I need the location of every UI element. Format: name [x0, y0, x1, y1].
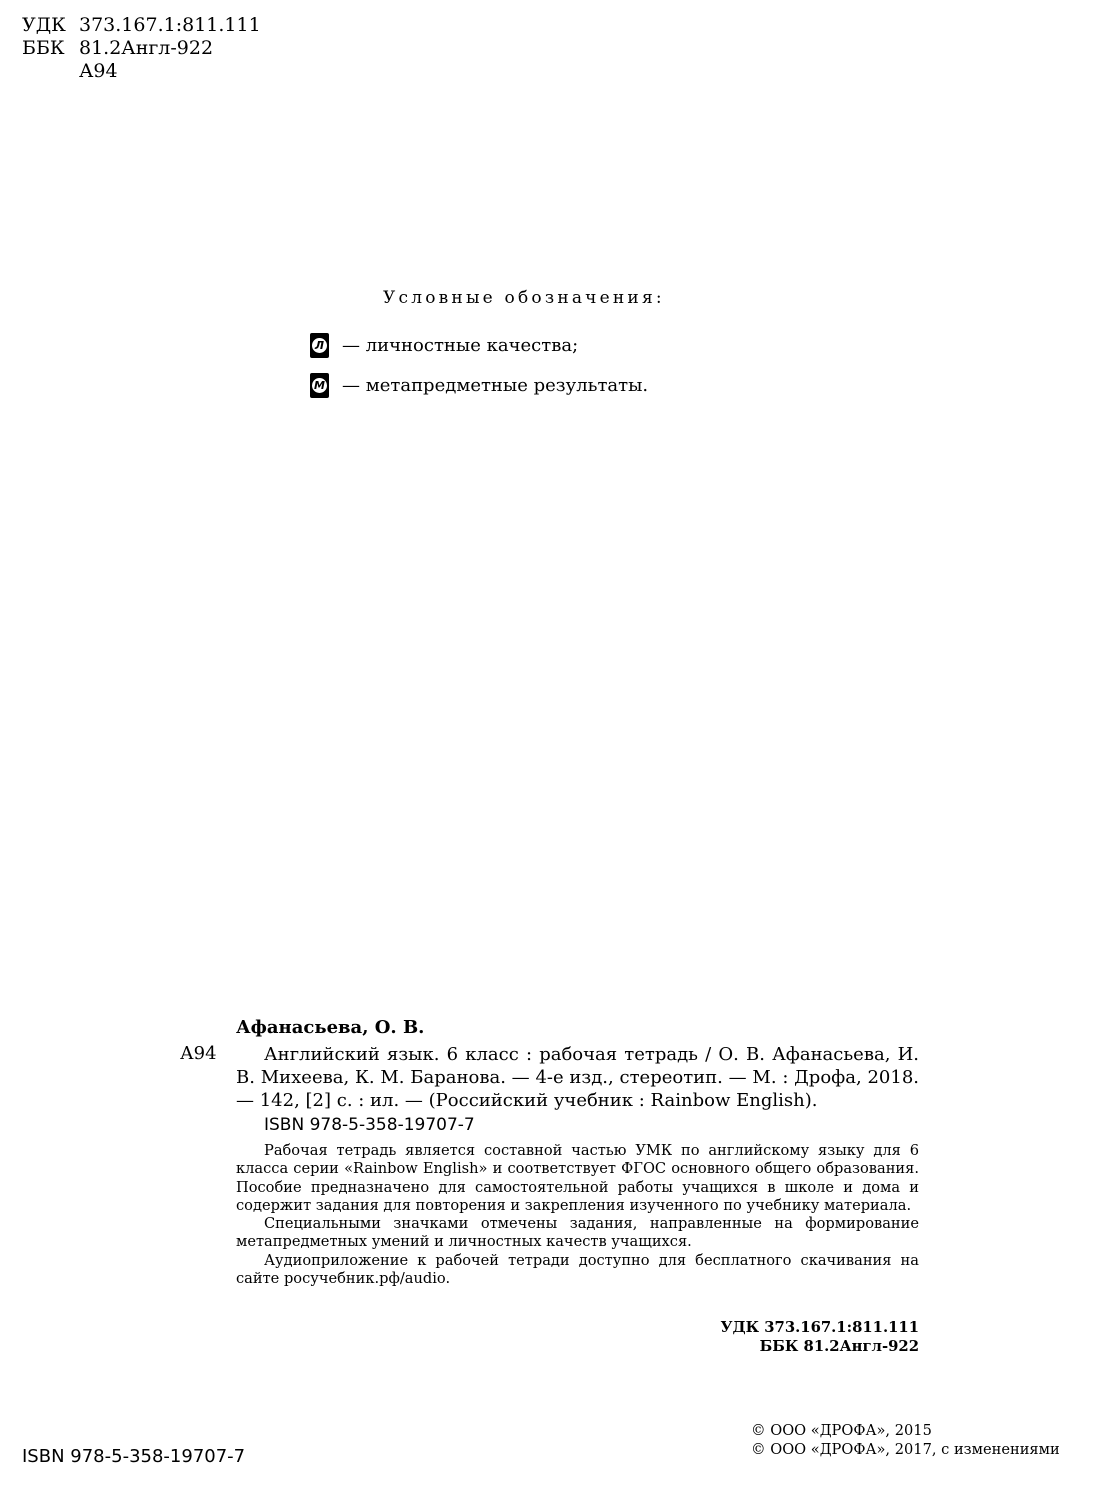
bbk-label: ББК: [22, 37, 65, 59]
record-code: А94: [180, 1043, 217, 1064]
legend-item-text: — метапредметные результаты.: [342, 375, 649, 396]
personal-qualities-icon: Л: [310, 333, 329, 358]
copyright-line: © ООО «ДРОФА», 2017, с изменениями: [751, 1440, 1060, 1458]
udk-code: УДК 373.167.1:811.111: [720, 1319, 919, 1336]
bbk-row: [22, 37, 261, 60]
author-mark-row: [22, 60, 261, 83]
udk-value: 373.167.1:811.111: [79, 14, 261, 36]
footer-isbn: ISBN 978-5-358-19707-7: [22, 1446, 246, 1467]
udk-label: УДК: [22, 14, 66, 36]
annotation: [236, 1142, 919, 1288]
meta-results-icon: М: [310, 373, 329, 398]
legend-item-meta: [310, 373, 648, 398]
bbk-code: ББК 81.2Англ-922: [759, 1338, 919, 1355]
record-isbn: ISBN 978-5-358-19707-7: [264, 1115, 475, 1135]
classification-block: [22, 14, 261, 83]
bbk-value: 81.2Англ-922: [79, 37, 214, 59]
record-description: Английский язык. 6 класс : рабочая тетрадь / О. В. Афанасьева, И. В. Михеева, К. М. Баранова. — 4-е изд., стереотип. — М. : Дрофа, 2018. — 142, [2] с. : ил. — (Российский учебник : Rainbow English).: [236, 1044, 919, 1111]
udk-row: [22, 14, 261, 37]
copyright-block: [751, 1422, 1060, 1459]
legend-item-text: — личностные качества;: [342, 335, 579, 356]
classification-codes: [720, 1318, 919, 1356]
copyright-line: © ООО «ДРОФА», 2015: [751, 1422, 932, 1439]
legend-title: Условные обозначения:: [383, 288, 665, 308]
annotation-paragraph: Рабочая тетрадь является составной частью УМК по английскому языку для 6 класса серии «Rainbow English» и соответствует ФГОС основного общего образования. Пособие предназначено для самостоятельной работы учащихся в школе и дома и содержит задания для повторения и закрепления изученного по учебнику материала.: [236, 1142, 919, 1214]
legend-item-personal: [310, 333, 578, 358]
annotation-paragraph: Аудиоприложение к рабочей тетради доступно для бесплатного скачивания на сайте росучебник.рф/audio.: [236, 1251, 919, 1288]
annotation-paragraph: Специальными значками отмечены задания, направленные на формирование метапредметных умений и личностных качеств учащихся.: [236, 1215, 919, 1251]
record-author: Афанасьева, О. В.: [236, 1017, 425, 1038]
author-mark: А94: [79, 60, 118, 82]
